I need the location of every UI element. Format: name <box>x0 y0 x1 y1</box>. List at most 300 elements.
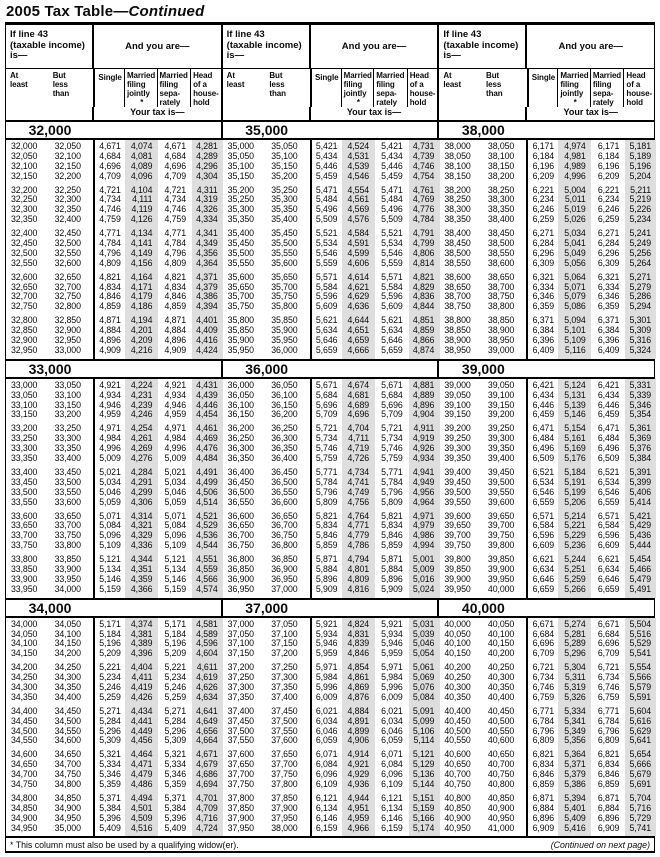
cell-tax-head-of-household: 4,289 <box>196 150 218 161</box>
table-row <box>439 780 654 790</box>
cell-at-least: 34,750 <box>11 778 38 789</box>
cell-tax-head-of-household: 5,196 <box>629 160 651 171</box>
cell-but-less-than: 34,700 <box>54 759 81 770</box>
cell-but-less-than: 34,500 <box>54 715 81 726</box>
cell-tax-married-separately: 6,221 <box>597 184 620 195</box>
cell-at-least: 34,800 <box>11 792 38 803</box>
table-row <box>439 736 654 746</box>
cell-tax-single: 5,746 <box>315 443 338 454</box>
cell-tax-married-jointly: 4,674 <box>347 379 370 390</box>
cell-tax-single: 6,671 <box>532 618 555 629</box>
cell-tax-married-jointly: 4,546 <box>347 170 370 181</box>
cell-tax-head-of-household: 4,911 <box>413 423 435 434</box>
cell-but-less-than: 33,800 <box>54 540 81 551</box>
cell-tax-head-of-household: 5,331 <box>629 379 651 390</box>
cell-but-less-than: 35,250 <box>271 184 298 195</box>
cell-but-less-than: 40,300 <box>487 672 515 683</box>
cell-tax-married-jointly: 5,379 <box>564 769 586 780</box>
cell-tax-married-separately: 5,446 <box>381 160 403 171</box>
cell-tax-married-separately: 4,846 <box>164 291 186 302</box>
cell-at-least: 34,700 <box>11 769 38 780</box>
cell-tax-married-separately: 5,734 <box>381 433 403 444</box>
cell-tax-head-of-household: 5,091 <box>412 705 435 716</box>
cell-tax-married-jointly: 4,434 <box>130 705 153 716</box>
table-row <box>439 172 654 182</box>
cell-tax-married-jointly: 4,501 <box>130 802 153 813</box>
cell-but-less-than: 36,850 <box>271 554 298 565</box>
cell-tax-head-of-household: 4,454 <box>196 409 218 420</box>
cell-tax-head-of-household: 5,166 <box>412 812 435 823</box>
cell-but-less-than: 37,450 <box>271 705 298 716</box>
cell-at-least: 34,650 <box>11 759 38 770</box>
table-row <box>223 302 438 312</box>
cell-but-less-than: 32,900 <box>54 325 81 336</box>
filing-status-label: And you are— <box>558 41 623 52</box>
cell-but-less-than: 38,550 <box>487 247 515 258</box>
panel-header <box>223 25 438 120</box>
cell-but-less-than: 36,050 <box>271 379 298 390</box>
cell-tax-head-of-household: 4,904 <box>412 409 435 420</box>
cell-tax-married-separately: 6,009 <box>381 691 403 702</box>
col-header-head-of-household: Head of a house- hold <box>190 69 221 107</box>
cell-but-less-than: 32,200 <box>54 170 81 181</box>
cell-but-less-than: 36,200 <box>271 409 298 420</box>
cell-but-less-than: 34,750 <box>54 769 81 780</box>
cell-tax-single: 5,784 <box>315 476 338 487</box>
cell-tax-head-of-household: 5,346 <box>629 399 651 410</box>
cell-at-least: 40,150 <box>444 648 471 659</box>
cell-at-least: 33,200 <box>11 423 38 434</box>
cell-but-less-than: 34,350 <box>54 681 81 692</box>
cell-tax-head-of-household: 4,754 <box>412 170 435 181</box>
cell-at-least: 36,650 <box>227 520 254 531</box>
cell-tax-married-separately: 5,234 <box>164 672 186 683</box>
cell-tax-married-separately: 6,584 <box>597 520 620 531</box>
cell-at-least: 36,100 <box>227 399 254 410</box>
cell-tax-head-of-household: 4,956 <box>412 486 435 497</box>
cell-tax-married-separately: 5,746 <box>381 443 403 454</box>
cell-tax-single: 6,284 <box>532 238 555 249</box>
cell-tax-head-of-household: 5,114 <box>413 735 435 746</box>
cell-but-less-than: 39,450 <box>487 466 515 477</box>
cell-tax-married-separately: 5,771 <box>381 466 403 477</box>
cell-but-less-than: 32,250 <box>54 184 81 195</box>
cell-tax-single: 5,646 <box>315 335 338 346</box>
section-header-33000 <box>6 359 221 379</box>
cell-at-least: 38,400 <box>444 228 471 239</box>
cell-but-less-than: 37,750 <box>271 769 298 780</box>
cell-tax-married-separately: 4,759 <box>164 214 186 225</box>
cell-tax-head-of-household: 4,656 <box>196 725 218 736</box>
cell-at-least: 33,050 <box>11 389 38 400</box>
cell-tax-head-of-household: 5,211 <box>630 184 651 195</box>
cell-tax-head-of-household: 5,339 <box>629 389 651 400</box>
cell-at-least: 37,400 <box>227 705 254 716</box>
cell-tax-head-of-household: 5,641 <box>629 735 651 746</box>
cell-tax-married-separately: 6,359 <box>597 301 620 312</box>
cell-tax-single: 4,959 <box>99 409 121 420</box>
cell-tax-single: 6,184 <box>532 150 555 161</box>
cell-tax-head-of-household: 4,776 <box>412 204 435 215</box>
cell-tax-married-separately: 5,421 <box>381 141 403 151</box>
cell-tax-married-jointly: 4,861 <box>347 672 370 683</box>
cell-tax-married-separately: 6,796 <box>597 725 620 736</box>
cell-tax-married-jointly: 4,254 <box>130 423 153 434</box>
cell-tax-head-of-household: 4,769 <box>412 194 435 205</box>
cell-tax-married-jointly: 5,229 <box>564 530 586 541</box>
cell-tax-married-separately: 5,334 <box>164 759 186 770</box>
cell-at-least: 35,050 <box>227 150 254 161</box>
cell-tax-single: 5,384 <box>99 802 121 813</box>
cell-tax-married-separately: 6,084 <box>381 759 403 770</box>
cell-tax-married-jointly: 4,921 <box>347 759 370 770</box>
cell-tax-married-jointly: 5,364 <box>564 749 586 760</box>
cell-tax-head-of-household: 4,994 <box>412 540 435 551</box>
cell-tax-head-of-household: 4,604 <box>196 648 218 659</box>
cell-tax-single: 6,721 <box>532 662 555 673</box>
cell-but-less-than: 40,650 <box>487 749 515 760</box>
cell-tax-single: 5,909 <box>315 583 338 594</box>
cell-tax-head-of-household: 5,076 <box>412 681 435 692</box>
cell-at-least: 32,200 <box>11 184 38 195</box>
cell-at-least: 35,700 <box>227 291 254 302</box>
cell-tax-married-jointly: 4,179 <box>130 291 153 302</box>
cell-tax-head-of-household: 5,219 <box>629 194 651 205</box>
cell-but-less-than: 38,400 <box>487 214 515 225</box>
cell-tax-head-of-household: 5,391 <box>629 466 651 477</box>
cell-tax-single: 4,909 <box>99 344 121 355</box>
cell-tax-single: 4,696 <box>99 160 121 171</box>
cell-tax-head-of-household: 5,046 <box>412 638 435 649</box>
cell-tax-married-jointly: 4,854 <box>347 662 370 673</box>
cell-tax-head-of-household: 5,204 <box>629 170 651 181</box>
cell-tax-married-jointly: 4,636 <box>347 301 370 312</box>
cell-at-least: 39,650 <box>444 520 471 531</box>
cell-tax-married-separately: 6,396 <box>597 335 620 346</box>
table-row <box>439 824 654 834</box>
cell-at-least: 35,350 <box>227 214 254 225</box>
cell-tax-married-jointly: 4,486 <box>130 778 153 789</box>
cell-tax-married-jointly: 4,201 <box>130 325 153 336</box>
cell-tax-married-jointly: 5,161 <box>564 433 586 444</box>
cell-tax-head-of-household: 4,731 <box>412 141 435 151</box>
cell-tax-head-of-household: 5,061 <box>412 662 435 673</box>
cell-tax-married-jointly: 5,251 <box>564 563 586 574</box>
cell-tax-married-separately: 5,534 <box>381 238 403 249</box>
cell-tax-married-jointly: 5,116 <box>564 344 586 355</box>
cell-tax-head-of-household: 4,679 <box>196 759 218 770</box>
cell-tax-head-of-household: 4,469 <box>196 433 218 444</box>
cell-tax-head-of-household: 4,626 <box>196 681 218 692</box>
cell-tax-married-separately: 5,434 <box>381 150 403 161</box>
cell-tax-single: 5,146 <box>99 573 121 584</box>
cell-but-less-than: 38,450 <box>487 228 515 239</box>
cell-tax-married-jointly: 4,786 <box>347 540 370 551</box>
section-income-bracket: 34,000 <box>28 599 72 616</box>
cell-at-least: 40,750 <box>444 778 471 789</box>
cell-tax-married-jointly: 4,351 <box>130 563 153 574</box>
cell-tax-single: 6,109 <box>315 778 338 789</box>
cell-tax-married-jointly: 4,306 <box>130 496 153 507</box>
cell-but-less-than: 34,150 <box>54 638 81 649</box>
cell-tax-married-jointly: 4,831 <box>347 628 370 639</box>
cell-tax-single: 4,921 <box>99 379 121 390</box>
cell-tax-single: 6,859 <box>532 778 555 789</box>
cell-tax-single: 6,446 <box>532 399 555 410</box>
cell-tax-married-separately: 5,971 <box>381 662 403 673</box>
cell-tax-married-jointly: 4,839 <box>347 638 370 649</box>
col-header-at-least: At least <box>10 71 28 89</box>
cell-but-less-than: 39,900 <box>487 563 515 574</box>
cell-tax-married-separately: 4,996 <box>164 443 186 454</box>
cell-tax-married-separately: 6,871 <box>597 792 620 803</box>
cell-at-least: 36,850 <box>227 563 254 574</box>
cell-at-least: 33,700 <box>11 530 38 541</box>
cell-tax-single: 6,771 <box>532 705 555 716</box>
cell-but-less-than: 34,650 <box>54 749 81 760</box>
cell-tax-married-separately: 6,546 <box>597 486 620 497</box>
cell-tax-single: 6,609 <box>532 540 555 551</box>
cell-tax-single: 6,396 <box>532 335 555 346</box>
cell-tax-head-of-household: 5,666 <box>629 759 651 770</box>
cell-tax-head-of-household: 5,554 <box>629 662 651 673</box>
cell-but-less-than: 33,200 <box>54 409 81 420</box>
cell-at-least: 38,650 <box>444 281 471 292</box>
cell-at-least: 34,900 <box>11 812 38 823</box>
cell-tax-married-separately: 5,484 <box>381 194 403 205</box>
cell-tax-head-of-household: 4,304 <box>196 170 218 181</box>
table-footer <box>6 836 654 853</box>
cell-but-less-than: 33,950 <box>54 573 81 584</box>
col-header-head-of-household: Head of a house- hold <box>407 69 438 107</box>
cell-but-less-than: 37,350 <box>271 681 298 692</box>
cell-tax-single: 6,834 <box>532 759 555 770</box>
cell-tax-married-separately: 5,009 <box>164 453 186 464</box>
cell-tax-head-of-household: 5,361 <box>629 423 651 434</box>
cell-tax-single: 5,021 <box>99 466 121 477</box>
cell-tax-head-of-household: 5,234 <box>629 214 651 225</box>
cell-at-least: 35,400 <box>227 228 254 239</box>
cell-at-least: 32,150 <box>11 170 38 181</box>
cell-tax-head-of-household: 4,371 <box>196 271 218 282</box>
col-header-single: Single <box>310 69 341 107</box>
cell-tax-single: 6,709 <box>532 648 555 659</box>
cell-tax-married-separately: 5,821 <box>381 510 403 521</box>
cell-at-least: 39,800 <box>444 554 471 565</box>
cell-tax-married-separately: 5,021 <box>164 466 186 477</box>
cell-at-least: 40,000 <box>444 618 471 629</box>
cell-tax-married-separately: 4,959 <box>164 409 186 420</box>
cell-tax-single: 6,659 <box>532 583 555 594</box>
cell-tax-single: 5,171 <box>99 618 121 629</box>
section-income-bracket: 38,000 <box>461 122 505 138</box>
cell-tax-head-of-household: 5,256 <box>629 247 651 258</box>
cell-tax-single: 5,959 <box>315 648 338 659</box>
cell-at-least: 33,450 <box>11 476 38 487</box>
cell-tax-married-separately: 6,296 <box>597 247 620 258</box>
cell-but-less-than: 39,600 <box>487 496 515 507</box>
cell-tax-married-separately: 6,409 <box>597 344 620 355</box>
cell-but-less-than: 34,400 <box>54 691 81 702</box>
cell-but-less-than: 38,650 <box>487 271 515 282</box>
cell-tax-married-separately: 5,859 <box>381 540 403 551</box>
column-divider <box>310 618 312 837</box>
table-row <box>6 824 221 834</box>
cell-tax-single: 5,034 <box>99 476 121 487</box>
cell-but-less-than: 38,700 <box>487 281 515 292</box>
cell-tax-single: 5,346 <box>99 769 121 780</box>
cell-tax-single: 4,834 <box>99 281 121 292</box>
cell-tax-married-jointly: 5,296 <box>564 648 586 659</box>
cell-but-less-than: 32,150 <box>54 160 81 171</box>
cell-tax-married-jointly: 5,341 <box>564 715 586 726</box>
cell-tax-married-separately: 4,921 <box>164 379 186 390</box>
cell-tax-single: 6,246 <box>532 204 555 215</box>
cell-tax-head-of-household: 5,309 <box>629 325 651 336</box>
cell-tax-head-of-household: 4,671 <box>196 749 218 760</box>
cell-tax-head-of-household: 5,691 <box>629 778 651 789</box>
cell-tax-head-of-household: 4,281 <box>196 141 218 151</box>
cell-tax-married-separately: 5,071 <box>164 510 186 521</box>
column-divider <box>310 140 312 359</box>
cell-at-least: 35,000 <box>227 141 254 151</box>
tax-panel-2 <box>223 25 440 836</box>
cell-tax-single: 6,171 <box>532 141 555 151</box>
cell-tax-married-jointly: 5,199 <box>564 486 586 497</box>
cell-tax-married-jointly: 4,936 <box>347 778 370 789</box>
cell-at-least: 32,000 <box>11 141 38 151</box>
cell-at-least: 40,950 <box>444 822 471 833</box>
cell-tax-single: 5,946 <box>315 638 338 649</box>
cell-but-less-than: 35,650 <box>271 271 298 282</box>
cell-tax-married-jointly: 4,584 <box>347 228 370 239</box>
cell-but-less-than: 37,300 <box>271 672 298 683</box>
cell-tax-head-of-household: 4,686 <box>196 769 218 780</box>
header-row-income <box>439 25 654 69</box>
cell-at-least: 34,300 <box>11 681 38 692</box>
cell-but-less-than: 36,700 <box>271 520 298 531</box>
cell-tax-single: 5,009 <box>99 453 121 464</box>
cell-tax-married-separately: 5,996 <box>381 681 403 692</box>
cell-tax-head-of-household: 4,401 <box>196 315 218 326</box>
cell-but-less-than: 40,000 <box>487 583 515 594</box>
table-row <box>6 498 221 508</box>
cell-tax-head-of-household: 5,249 <box>629 238 651 249</box>
cell-tax-single: 6,846 <box>532 769 555 780</box>
cell-tax-married-jointly: 4,689 <box>347 399 370 410</box>
cell-tax-single: 5,396 <box>99 812 121 823</box>
table-row <box>6 585 221 595</box>
cell-at-least: 35,250 <box>227 194 254 205</box>
cell-tax-single: 5,734 <box>315 433 338 444</box>
cell-at-least: 37,900 <box>227 812 254 823</box>
cell-at-least: 36,000 <box>227 379 254 390</box>
cell-tax-married-jointly: 4,681 <box>347 389 370 400</box>
cell-tax-married-separately: 5,159 <box>164 583 186 594</box>
cell-tax-married-separately: 6,484 <box>597 433 620 444</box>
cell-tax-married-jointly: 5,326 <box>564 691 586 702</box>
cell-tax-head-of-household: 4,814 <box>412 257 435 268</box>
cell-tax-married-jointly: 4,884 <box>347 705 370 716</box>
cell-but-less-than: 37,800 <box>271 778 298 789</box>
cell-at-least: 37,350 <box>227 691 254 702</box>
table-row <box>439 259 654 269</box>
cell-tax-head-of-household: 5,716 <box>629 802 651 813</box>
cell-tax-single: 4,996 <box>99 443 121 454</box>
header-row-columns <box>6 69 221 107</box>
cell-at-least: 32,550 <box>11 257 38 268</box>
cell-tax-married-separately: 5,796 <box>381 486 403 497</box>
cell-tax-married-separately: 6,684 <box>597 628 620 639</box>
cell-tax-married-jointly: 4,794 <box>347 554 370 565</box>
cell-tax-married-separately: 5,146 <box>164 573 186 584</box>
cell-but-less-than: 39,350 <box>487 443 515 454</box>
cell-but-less-than: 36,000 <box>271 344 298 355</box>
cell-tax-married-jointly: 4,381 <box>130 628 153 639</box>
cell-tax-single: 5,896 <box>315 573 338 584</box>
cell-but-less-than: 35,050 <box>271 141 298 151</box>
cell-tax-head-of-household: 5,121 <box>412 749 435 760</box>
cell-at-least: 32,800 <box>11 315 38 326</box>
cell-tax-single: 6,809 <box>532 735 555 746</box>
cell-tax-married-separately: 6,334 <box>597 281 620 292</box>
cell-tax-head-of-household: 5,279 <box>629 281 651 292</box>
cell-tax-head-of-household: 5,084 <box>412 691 435 702</box>
cell-tax-single: 4,809 <box>99 257 121 268</box>
cell-tax-head-of-household: 5,629 <box>629 725 651 736</box>
cell-tax-head-of-household: 4,334 <box>196 214 218 225</box>
cell-but-less-than: 39,200 <box>487 409 515 420</box>
cell-at-least: 35,750 <box>227 301 254 312</box>
cell-tax-single: 5,709 <box>315 409 338 420</box>
cell-at-least: 37,950 <box>227 822 254 833</box>
cell-tax-married-jointly: 4,749 <box>347 486 370 497</box>
cell-tax-married-jointly: 5,124 <box>564 379 586 390</box>
cell-tax-head-of-household: 5,301 <box>629 315 651 326</box>
cell-but-less-than: 34,600 <box>54 735 81 746</box>
cell-but-less-than: 38,850 <box>487 315 515 326</box>
cell-tax-head-of-household: 4,694 <box>196 778 218 789</box>
cell-tax-married-separately: 6,634 <box>597 563 620 574</box>
cell-but-less-than: 40,100 <box>487 628 515 639</box>
cell-at-least: 32,750 <box>11 301 38 312</box>
income-range-label: If line 43 (taxable income) is— <box>223 25 311 68</box>
cell-tax-married-separately: 5,384 <box>164 802 186 813</box>
page-title-continued: —Continued <box>113 3 205 20</box>
tax-table <box>5 25 655 853</box>
cell-tax-married-separately: 5,609 <box>381 301 403 312</box>
page-title-main: 2005 Tax Table <box>6 3 114 20</box>
cell-but-less-than: 37,950 <box>271 812 298 823</box>
cell-tax-single: 6,196 <box>532 160 555 171</box>
col-header-but-less-than: But less than <box>486 71 503 98</box>
cell-at-least: 32,850 <box>11 325 38 336</box>
cell-at-least: 38,300 <box>444 204 471 215</box>
cell-tax-married-separately: 6,321 <box>597 271 620 282</box>
cell-at-least: 37,800 <box>227 792 254 803</box>
cell-tax-married-separately: 4,696 <box>164 160 186 171</box>
section-income-bracket: 39,000 <box>461 360 505 377</box>
cell-tax-married-separately: 6,384 <box>597 325 620 336</box>
cell-but-less-than: 36,600 <box>271 496 298 507</box>
cell-tax-married-jointly: 5,274 <box>564 618 586 629</box>
cell-tax-married-jointly: 5,371 <box>564 759 586 770</box>
cell-tax-single: 6,884 <box>532 802 555 813</box>
col-header-married-filing-separately: Married filing sepa- rately <box>157 69 191 107</box>
cell-tax-married-jointly: 4,269 <box>130 443 153 454</box>
cell-tax-married-separately: 5,046 <box>164 486 186 497</box>
cell-at-least: 36,450 <box>227 476 254 487</box>
